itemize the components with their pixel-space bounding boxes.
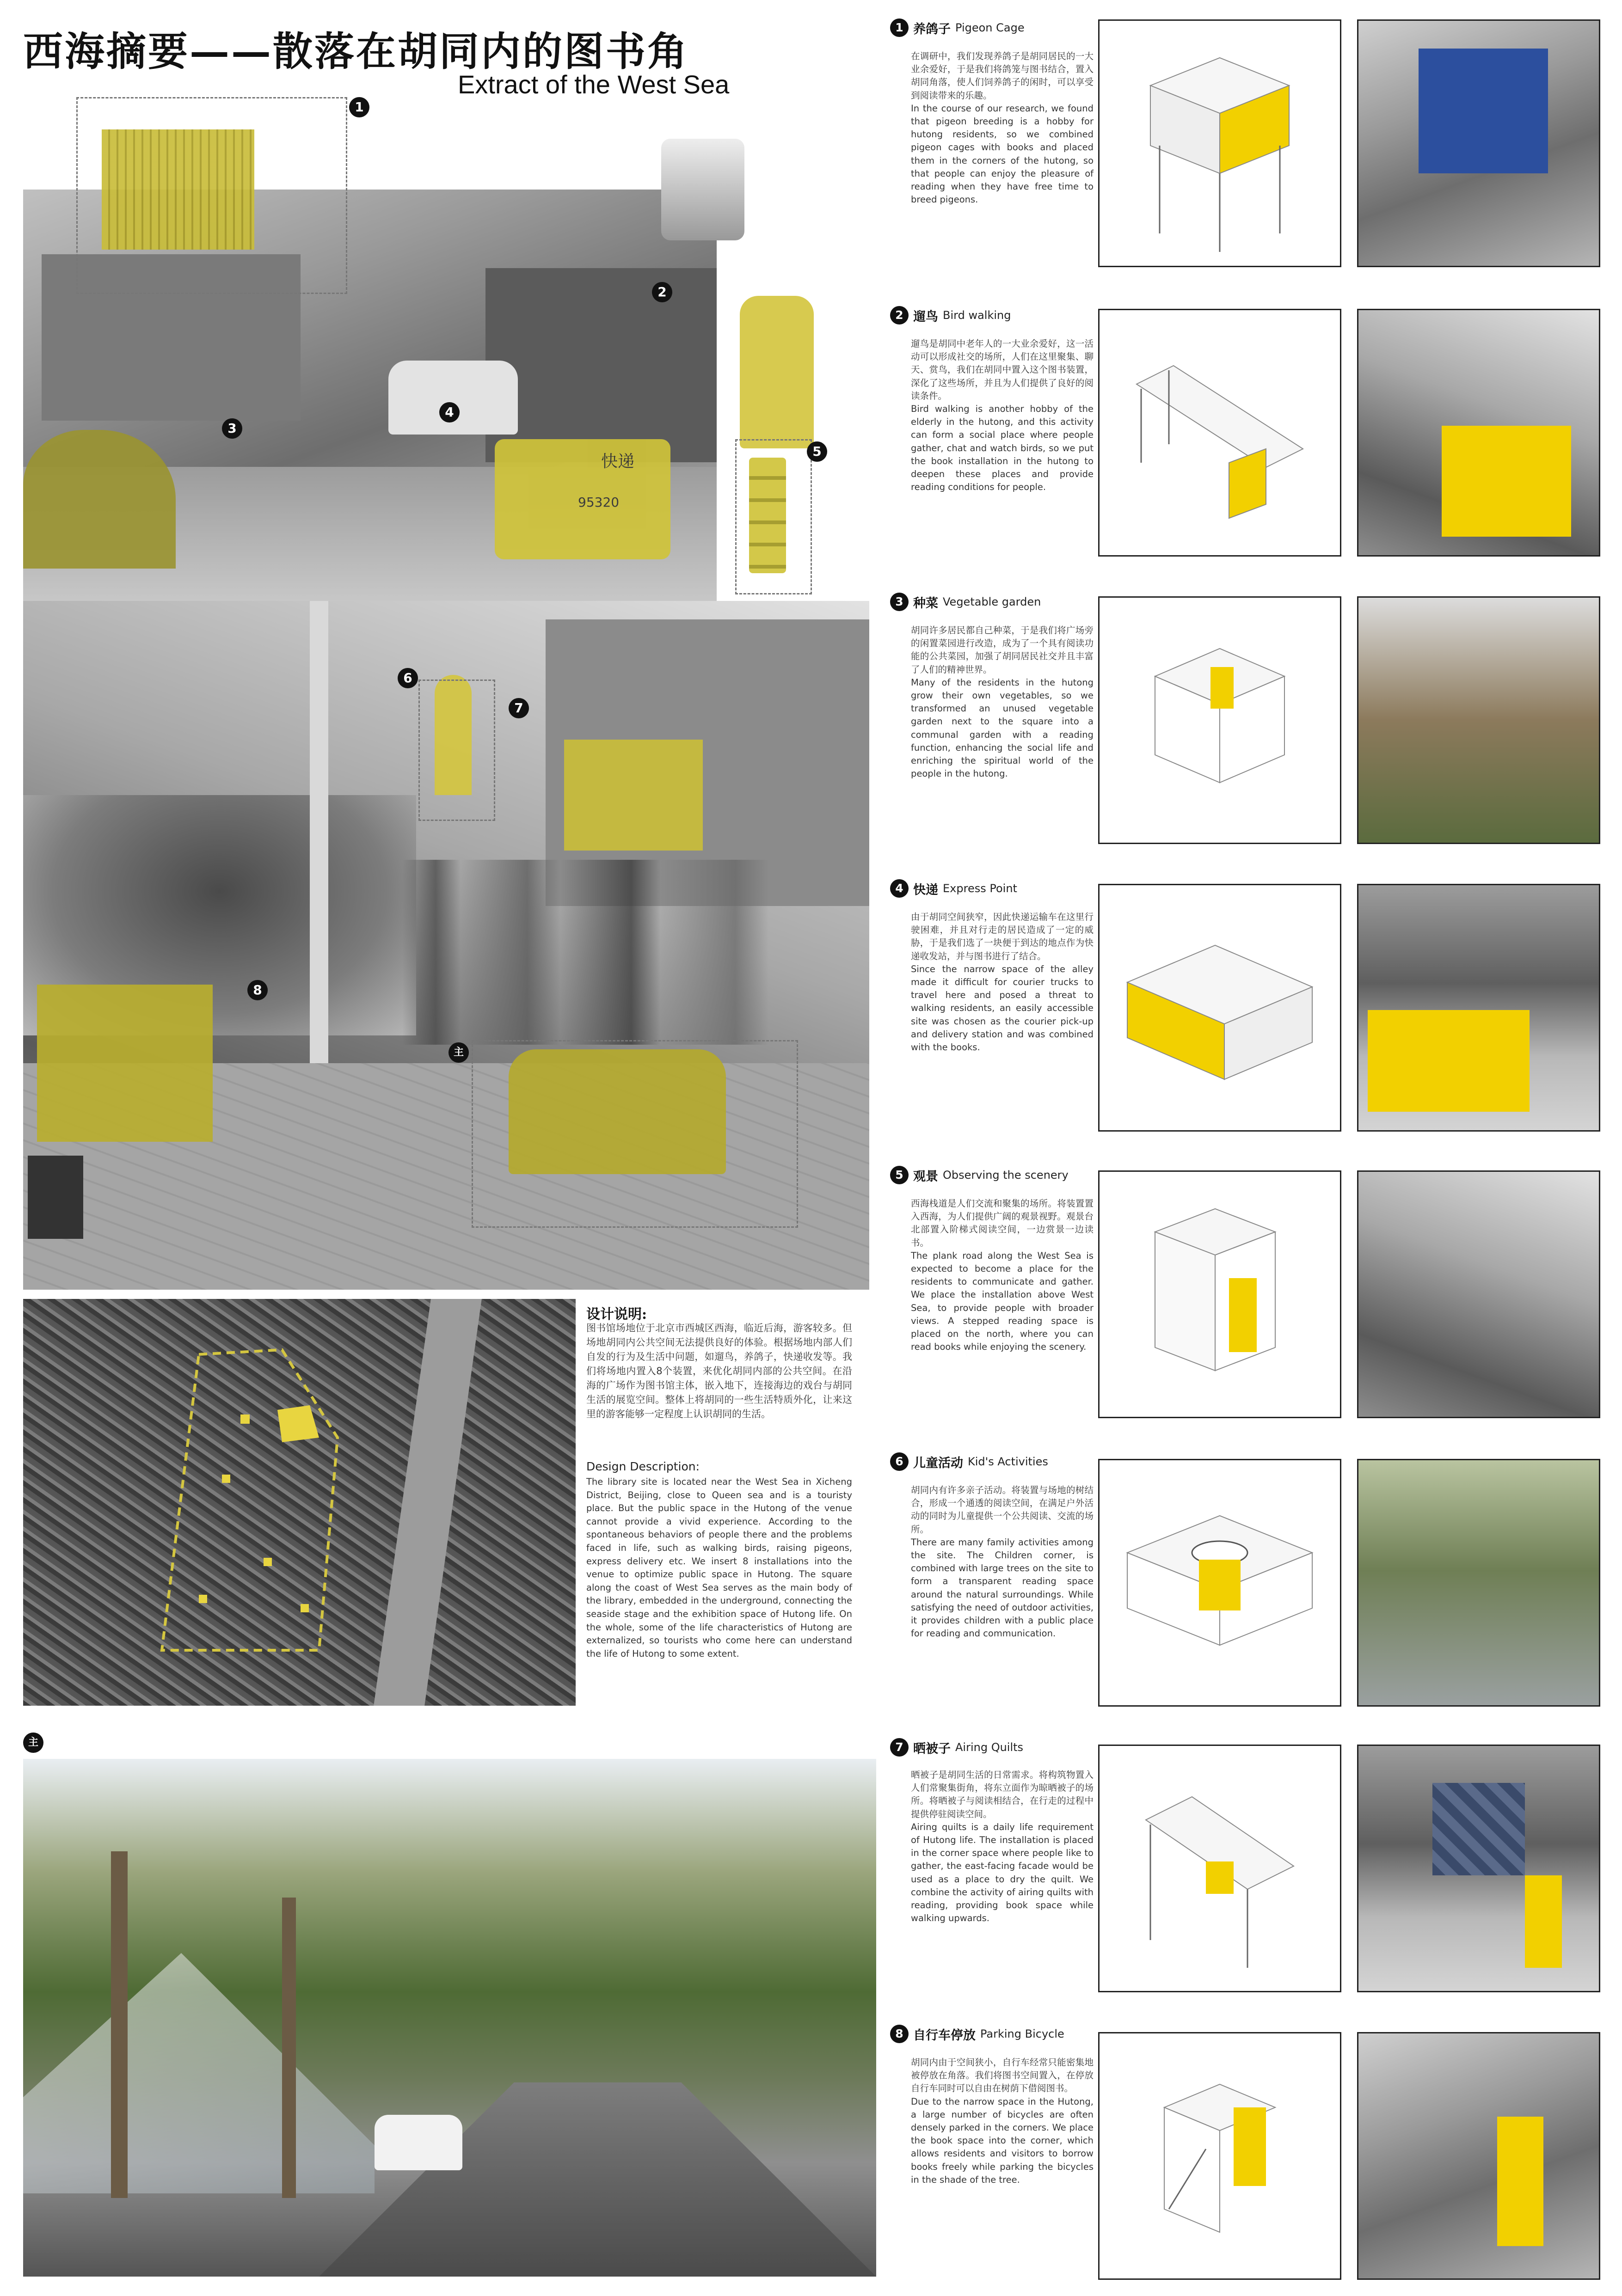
marker-frame-5 xyxy=(735,439,812,594)
item-5-description xyxy=(911,1197,1094,1353)
express-tricycle xyxy=(495,439,670,559)
item-cn-label: 观景 xyxy=(913,1169,938,1184)
item-3-axonometric xyxy=(1098,596,1341,844)
item-cn-label: 养鸽子 xyxy=(913,22,951,37)
item-cn-body: 胡同许多居民都自己种菜，于是我们将广场旁的闲置菜园进行改造，成为了一个具有阅读功能的公共菜园，加强了胡同居民社交并且丰富了人们的精神世界。 xyxy=(911,625,1094,675)
item-cn-body: 胡同内有许多亲子活动。将装置与场地的树结合，形成一个通透的阅读空间，在满足户外活动的同时为儿童提供一个公共阅读、交流的场所。 xyxy=(911,1485,1094,1535)
site-map xyxy=(23,1299,576,1706)
page-title: 西海摘要——散落在胡同内的图书角 xyxy=(23,28,689,75)
marker-main-bottom: 主 xyxy=(23,1733,43,1753)
marker-6: 6 xyxy=(398,668,418,688)
item-en-body: There are many family activities among the site. The Children corner, is combined with large trees on the site to form a transparent reading space around the natural surroundings. While satisfying the need of outdoor activities, it provides children with a public place for reading and communication. xyxy=(911,1537,1094,1639)
item-1-heading xyxy=(890,18,1025,37)
item-en-body: In the course of our research, we found that pigeon breeding is a hobby for hutong residents, so we combined pigeon cages with books and placed them in the corners of the hutong, so that people can enjoy the pleasure of reading when they have free time to breed pigeons. xyxy=(911,103,1094,205)
marker-5: 5 xyxy=(807,441,827,462)
design-cn-title: 设计说明: xyxy=(586,1306,647,1322)
item-cn-label: 自行车停放 xyxy=(913,2028,976,2043)
road xyxy=(319,2082,876,2277)
item-6-render-photo xyxy=(1357,1459,1600,1707)
item-en-label: Express Point xyxy=(943,882,1017,895)
item-8-axonometric xyxy=(1098,2032,1341,2280)
page-subtitle: Extract of the West Sea xyxy=(458,70,730,99)
item-en-body: Many of the residents in the hutong grow their own vegetables, so we transformed an unused vegetable garden next to the square into a communal garden with a reading function, enhancing the social life and enriching the spiritual world of the people in the hutong. xyxy=(911,677,1094,779)
item-4-description xyxy=(911,911,1094,1054)
design-cn-body: 图书馆场地位于北京市西城区西海，临近后海，游客较多。但场地胡同内公共空间无法提供良好的体验。根据场地内部人们自发的行为及生活中问题，如遛鸟，养鸽子，快递收发等。我们将场地内置入8个装置，来优化胡同内部的公共空间。在沿海的广场作为图书馆主体，嵌入地下，连接海边的戏台与胡同生活的展览空间。整体上将胡同的一些生活特质外化，让来这里的游客能够一定程度上认识胡同的生活。 xyxy=(586,1322,852,1420)
item-cn-label: 晒被子 xyxy=(913,1741,951,1756)
item-7-heading xyxy=(890,1738,1023,1757)
item-cn-body: 遛鸟是胡同中老年人的一大业余爱好，这一活动可以形成社交的场所，人们在这里聚集、聊天、赏鸟，我们在胡同中置入这个图书装置，深化了这些场所，并且为人们提供了良好的阅读条件。 xyxy=(911,338,1094,401)
item-7-description xyxy=(911,1769,1094,1925)
item-number: 1 xyxy=(890,18,909,37)
item-6-description xyxy=(911,1484,1094,1640)
item-cn-label: 种菜 xyxy=(913,596,938,611)
design-en-body: The library site is located near the West Sea in Xicheng District, Beijing, close to Queen sea and is a touristy place. But the public space in the Hutong of the venue cannot provide a vivid experience. According to the spontaneous behaviors of people there and the problems faced in life, such as walking birds, raising pigeons, express delivery etc. We insert 8 installations into the venue to optimize public space in Hutong. The square along the coast of West Sea serves as the main body of the library, embedded in the underground, connecting the seaside stage and the exhibition space of Hutong life. On the whole, some of the life characteristics of Hutong are externalized, so tourists who come here can understand the life of Hutong to some extent. xyxy=(586,1476,852,1659)
item-2-axonometric xyxy=(1098,309,1341,557)
item-cn-body: 在调研中，我们发现养鸽子是胡同居民的一大业余爱好，于是我们将鸽笼与图书结合，置入胡同角落，使人们饲养鸽子的闲时，可以享受到阅读带来的乐趣。 xyxy=(911,51,1094,101)
marker-7: 7 xyxy=(509,698,529,718)
item-en-body: Due to the narrow space in the Hutong, a large number of bicycles are often densely parked in the corners. We place the book space into the corner, which allows residents and visitors to borrow books freely while parking the bicycles in the shade of the tree. xyxy=(911,2096,1094,2185)
bushes-highlight xyxy=(23,430,176,569)
item-cn-body: 由于胡同空间狭窄，因此快递运输车在这里行驶困难，并且对行走的居民造成了一定的威胁，于是我们选了一块便于到达的地点作为快递收发站，并与图书进行了结合。 xyxy=(911,912,1094,961)
item-2-description xyxy=(911,337,1094,494)
item-en-label: Parking Bicycle xyxy=(980,2027,1064,2040)
marker-frame-1 xyxy=(76,97,347,294)
marker-4: 4 xyxy=(439,402,460,422)
item-5-axonometric xyxy=(1098,1170,1341,1418)
item-number: 2 xyxy=(890,306,909,325)
item-en-body: Airing quilts is a daily life requirement of Hutong life. The installation is placed in the corner space where people like to gather, the east-facing facade would be used as a place to dry the quilt. We combine the activity of airing quilts with reading, providing book space while walking upwards. xyxy=(911,1821,1094,1924)
item-6-heading xyxy=(890,1452,1048,1471)
item-3-render-photo xyxy=(1357,596,1600,844)
item-en-label: Airing Quilts xyxy=(955,1741,1024,1754)
item-4-render-photo xyxy=(1357,884,1600,1132)
item-cn-label: 快递 xyxy=(913,882,938,897)
item-number: 5 xyxy=(890,1166,909,1184)
item-cn-body: 晒被子是胡同生活的日常需求。将构筑物置入人们常聚集街角，将东立面作为晾晒被子的场所。将晒被子与阅读相结合，在行走的过程中提供停驻阅读空间。 xyxy=(911,1769,1094,1819)
marker-1: 1 xyxy=(349,97,369,117)
marker-frame-main xyxy=(472,1040,798,1228)
main-library-street-photo xyxy=(23,1759,876,2277)
item-5-heading xyxy=(890,1166,1069,1184)
item-cn-label: 儿童活动 xyxy=(913,1456,963,1470)
recycle-bin xyxy=(28,1156,83,1239)
item-4-axonometric xyxy=(1098,884,1341,1132)
parking-bicycle-installation xyxy=(37,985,213,1142)
airing-quilt xyxy=(564,740,703,851)
item-number: 8 xyxy=(890,2025,909,2043)
item-1-axonometric xyxy=(1098,19,1341,267)
marker-8: 8 xyxy=(247,980,268,1000)
item-en-label: Observing the scenery xyxy=(943,1169,1069,1182)
item-en-body: Bird walking is another hobby of the elderly in the hutong, and this activity can form a social place where people gather, chat and watch birds, so we put the book installation in the hutong to deepen these places and provide reading conditions for people. xyxy=(911,404,1094,493)
item-6-axonometric xyxy=(1098,1459,1341,1707)
item-2-heading xyxy=(890,306,1011,325)
item-en-label: Pigeon Cage xyxy=(955,21,1025,34)
item-number: 4 xyxy=(890,879,909,898)
design-en-title: Design Description: xyxy=(586,1460,700,1473)
item-cn-label: 遛鸟 xyxy=(913,309,938,324)
item-en-body: The plank road along the West Sea is expected to become a place for the residents to communicate and gather. We place the installation above West Sea, to provide people with broader views. A stepped reading space is placed on the north, where you can read books while enjoying the scenery. xyxy=(911,1250,1094,1353)
marker-3: 3 xyxy=(222,418,242,439)
item-4-heading xyxy=(890,879,1017,898)
item-7-render-photo xyxy=(1357,1745,1600,1992)
item-en-body: Since the narrow space of the alley made it difficult for courier trucks to travel here and posed a threat to walking residents, an easily accessible site was chosen as the courier pick-up and delivery station and was combined with the books. xyxy=(911,963,1094,1053)
tree-trunk xyxy=(111,1851,128,2198)
marker-frame-6 xyxy=(418,680,495,821)
express-sign: 快递 xyxy=(601,452,635,471)
item-8-description xyxy=(911,2056,1094,2186)
express-phone: 95320 xyxy=(578,495,620,510)
tree-trunk xyxy=(282,1898,296,2198)
car xyxy=(388,361,518,435)
item-7-axonometric xyxy=(1098,1745,1341,1992)
item-en-label: Kid's Activities xyxy=(968,1455,1048,1468)
item-1-render-photo xyxy=(1357,19,1600,267)
people-highlight xyxy=(740,296,814,448)
item-cn-body: 胡同内由于空间狭小，自行车经常只能密集地被停放在角落。我们将图书空间置入，在停放自行车同时可以自由在树荫下借阅图书。 xyxy=(911,2057,1094,2094)
item-number: 7 xyxy=(890,1738,909,1757)
item-number: 6 xyxy=(890,1452,909,1471)
item-5-render-photo xyxy=(1357,1170,1600,1418)
item-number: 3 xyxy=(890,593,909,611)
item-2-render-photo xyxy=(1357,309,1600,557)
item-3-heading xyxy=(890,593,1041,611)
item-en-label: Bird walking xyxy=(943,309,1011,322)
site-boundary xyxy=(23,1299,576,1706)
marker-2: 2 xyxy=(652,282,672,302)
white-car xyxy=(375,2115,462,2170)
item-8-heading xyxy=(890,2025,1064,2043)
item-8-render-photo xyxy=(1357,2032,1600,2280)
item-1-description xyxy=(911,50,1094,206)
item-cn-body: 西海栈道是人们交流和聚集的场所。将装置置入西海，为人们提供广阔的观景视野。观景台北部置入阶梯式阅读空间，一边赏景一边读书。 xyxy=(911,1198,1094,1248)
item-en-label: Vegetable garden xyxy=(943,595,1041,608)
item-3-description xyxy=(911,624,1094,780)
vendor-cart xyxy=(661,139,744,240)
marker-main: 主 xyxy=(449,1042,469,1063)
glass-pavilion xyxy=(23,1953,375,2193)
walking-people xyxy=(402,860,818,1045)
